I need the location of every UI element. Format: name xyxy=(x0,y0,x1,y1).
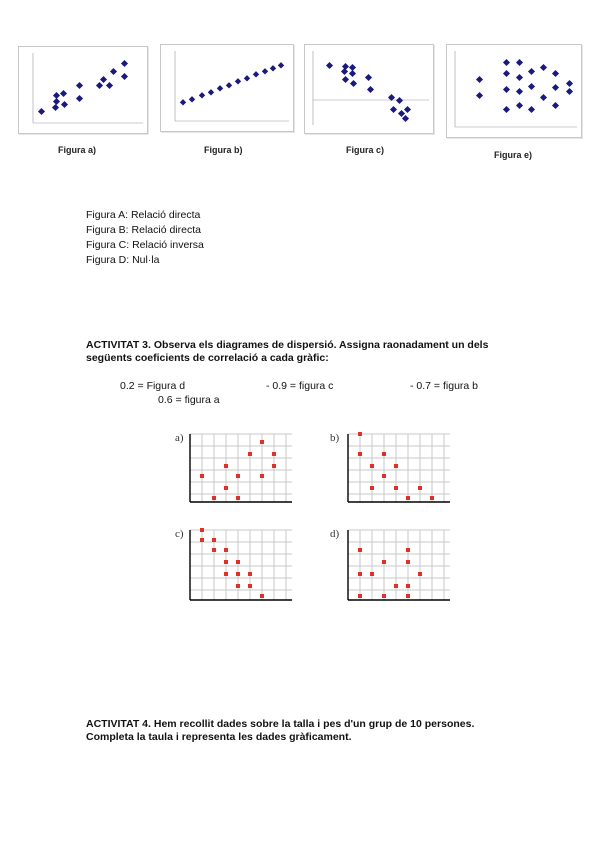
data-point xyxy=(226,82,232,88)
plot-c xyxy=(186,528,298,610)
activity3-heading: ACTIVITAT 3. Observa els diagrames de dispersió. Assigna raonadament un dels següents coeficients de correlació a cada gràfic: xyxy=(86,339,489,364)
data-point xyxy=(342,76,349,83)
data-point xyxy=(96,82,103,89)
data-point xyxy=(430,496,434,500)
data-point xyxy=(528,106,535,113)
data-point xyxy=(272,464,276,468)
figure-b xyxy=(160,44,294,132)
data-point xyxy=(370,572,374,576)
data-point xyxy=(253,71,259,77)
data-point xyxy=(552,84,559,91)
figure-e-points xyxy=(476,59,573,113)
data-point xyxy=(76,82,83,89)
data-point xyxy=(503,106,510,113)
data-point xyxy=(236,474,240,478)
data-point xyxy=(516,74,523,81)
data-point xyxy=(341,68,348,75)
data-point xyxy=(396,97,403,104)
data-point xyxy=(244,75,250,81)
data-point xyxy=(224,560,228,564)
data-point xyxy=(566,88,573,95)
data-point xyxy=(552,70,559,77)
answers-list xyxy=(86,208,204,268)
data-point xyxy=(358,594,362,598)
data-point xyxy=(60,90,67,97)
figure-a-caption: Figura a) xyxy=(58,145,97,155)
data-point xyxy=(370,486,374,490)
data-point xyxy=(406,548,410,552)
answer-c: Figura C: Relació inversa xyxy=(86,239,204,251)
data-point xyxy=(370,464,374,468)
data-point xyxy=(189,96,195,102)
plot-b-label: b) xyxy=(330,432,340,444)
data-point xyxy=(121,73,128,80)
data-point xyxy=(382,452,386,456)
assignment-figure-c: - 0.9 = figura c xyxy=(266,380,334,392)
data-point xyxy=(394,584,398,588)
data-point xyxy=(106,82,113,89)
data-point xyxy=(406,560,410,564)
plot-c-label: c) xyxy=(175,528,184,540)
data-point xyxy=(200,528,204,532)
data-point xyxy=(503,70,510,77)
data-point xyxy=(272,452,276,456)
data-point xyxy=(516,102,523,109)
data-point xyxy=(224,572,228,576)
data-point xyxy=(540,64,547,71)
data-point xyxy=(476,76,483,83)
data-point xyxy=(200,538,204,542)
data-point xyxy=(212,548,216,552)
data-point xyxy=(217,85,223,91)
data-point xyxy=(278,62,284,68)
answer-d: Figura D: Nul·la xyxy=(86,254,160,266)
data-point xyxy=(61,101,68,108)
data-point xyxy=(382,474,386,478)
data-point xyxy=(540,94,547,101)
figure-b-plot xyxy=(161,45,293,131)
figure-b-caption: Figura b) xyxy=(204,145,243,155)
activity4-heading: ACTIVITAT 4. Hem recollit dades sobre la talla i pes d'un grup de 10 persones. Completa la taula i representa les dades gràficament. xyxy=(86,718,475,743)
data-point xyxy=(212,538,216,542)
data-point xyxy=(76,95,83,102)
figure-b-points xyxy=(180,62,284,105)
data-point xyxy=(224,464,228,468)
plot-b xyxy=(344,432,456,510)
data-point xyxy=(418,572,422,576)
data-point xyxy=(224,486,228,490)
figure-c-caption: Figura c) xyxy=(346,145,385,155)
data-point xyxy=(260,594,264,598)
data-point xyxy=(418,486,422,490)
data-point xyxy=(236,584,240,588)
data-point xyxy=(248,584,252,588)
data-point xyxy=(236,560,240,564)
data-point xyxy=(566,80,573,87)
data-point xyxy=(200,474,204,478)
data-point xyxy=(382,560,386,564)
data-point xyxy=(110,68,117,75)
data-point xyxy=(236,496,240,500)
figure-a xyxy=(18,46,148,134)
data-point xyxy=(212,496,216,500)
data-point xyxy=(516,88,523,95)
data-point xyxy=(38,108,45,115)
data-point xyxy=(552,102,559,109)
data-point xyxy=(402,115,409,122)
data-point xyxy=(270,65,276,71)
data-point xyxy=(52,104,59,111)
data-point xyxy=(121,60,128,67)
data-point xyxy=(349,70,356,77)
data-point xyxy=(358,452,362,456)
data-point xyxy=(262,68,268,74)
data-point xyxy=(365,74,372,81)
plot-d xyxy=(344,528,456,610)
data-point xyxy=(53,98,60,105)
data-point xyxy=(248,572,252,576)
data-point xyxy=(224,548,228,552)
data-point xyxy=(248,452,252,456)
answer-b: Figura B: Relació directa xyxy=(86,224,201,236)
data-point xyxy=(326,62,333,69)
data-point xyxy=(516,59,523,66)
data-point xyxy=(208,89,214,95)
figure-c xyxy=(304,44,434,134)
assignment-figure-a: 0.6 = figura a xyxy=(158,394,220,406)
figure-a-points xyxy=(38,60,128,115)
data-point xyxy=(260,440,264,444)
data-point xyxy=(236,572,240,576)
figure-a-plot xyxy=(19,47,147,133)
data-point xyxy=(358,548,362,552)
figure-c-points xyxy=(326,62,411,122)
figure-e-plot xyxy=(447,45,581,137)
figure-e xyxy=(446,44,582,138)
plot-a-label: a) xyxy=(175,432,184,444)
data-point xyxy=(260,474,264,478)
data-point xyxy=(382,594,386,598)
answer-a: Figura A: Relació directa xyxy=(86,209,201,221)
plot-a xyxy=(186,432,298,510)
data-point xyxy=(235,78,241,84)
data-point xyxy=(503,86,510,93)
data-point xyxy=(394,486,398,490)
data-point xyxy=(503,59,510,66)
data-point xyxy=(406,496,410,500)
data-point xyxy=(358,572,362,576)
data-point xyxy=(406,584,410,588)
data-point xyxy=(180,99,186,105)
data-point xyxy=(406,594,410,598)
data-point xyxy=(404,106,411,113)
figure-e-caption: Figura e) xyxy=(494,150,533,160)
data-point xyxy=(367,86,374,93)
data-point xyxy=(398,110,405,117)
data-point xyxy=(358,432,362,436)
data-point xyxy=(528,83,535,90)
data-point xyxy=(199,92,205,98)
assignment-figure-b: - 0.7 = figura b xyxy=(410,380,478,392)
data-point xyxy=(528,68,535,75)
data-point xyxy=(476,92,483,99)
data-point xyxy=(390,106,397,113)
figure-c-plot xyxy=(305,45,433,133)
plot-d-label: d) xyxy=(330,528,340,540)
data-point xyxy=(394,464,398,468)
data-point xyxy=(350,80,357,87)
data-point xyxy=(100,76,107,83)
assignment-figure-d: 0.2 = Figura d xyxy=(120,380,186,392)
